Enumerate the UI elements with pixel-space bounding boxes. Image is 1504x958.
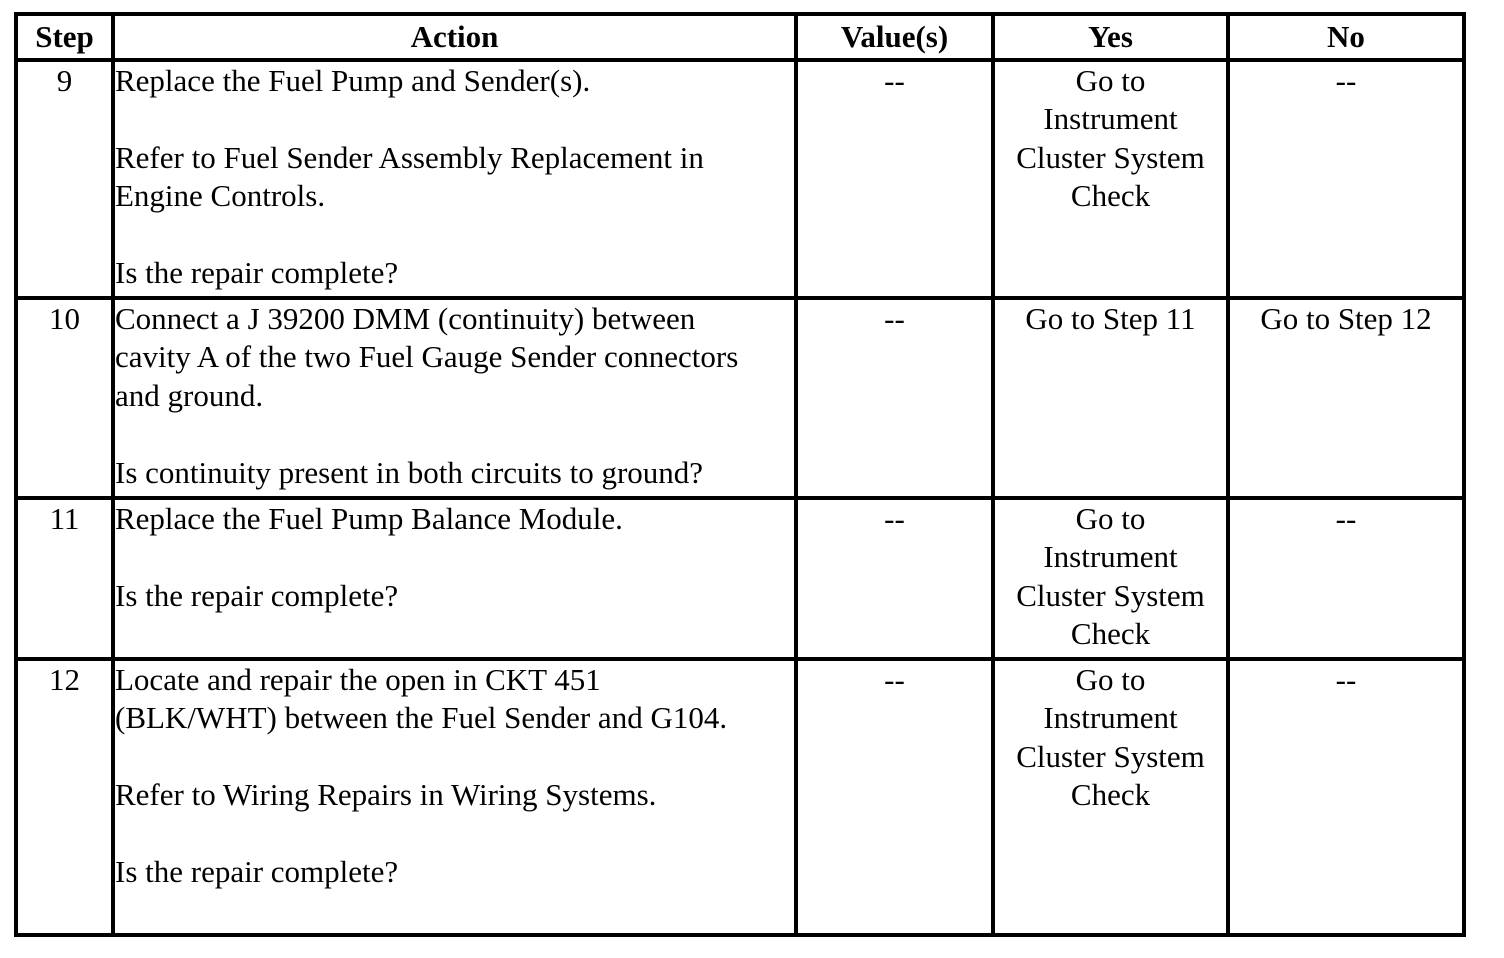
step-label: 10	[49, 301, 80, 336]
action-cell	[113, 60, 796, 298]
yes-link[interactable]: Go to Instrument Cluster System Check	[1016, 63, 1205, 214]
header-no: No	[1228, 14, 1464, 60]
step-label: 12	[49, 662, 80, 697]
step-label: 11	[49, 501, 80, 536]
value-cell	[796, 498, 993, 659]
yes-link[interactable]: Go to Instrument Cluster System Check	[1016, 501, 1205, 652]
table-row	[16, 298, 1464, 498]
action-paragraph: Connect a J 39200 DMM (continuity) between cavity A of the two Fuel Gauge Sender connectors and ground.	[115, 301, 739, 413]
header-yes: Yes	[993, 14, 1228, 60]
no-text: --	[1335, 63, 1357, 98]
action-question: Is continuity present in both circuits to ground?	[115, 454, 704, 490]
step-number	[16, 60, 113, 298]
header-row	[16, 14, 1464, 60]
action-paragraph: Refer to Wiring Repairs in Wiring Systems.	[115, 777, 657, 813]
step-number	[16, 659, 113, 935]
action-question: Is the repair complete?	[115, 577, 399, 613]
action-paragraph: Replace the Fuel Pump Balance Module.	[115, 501, 623, 536]
yes-link[interactable]: Go to Step 11	[1025, 301, 1196, 336]
step-number	[16, 498, 113, 659]
action-cell	[113, 298, 796, 498]
value-text: --	[884, 301, 905, 336]
value-text: --	[884, 501, 905, 536]
value-text: --	[884, 662, 905, 697]
value-cell	[796, 298, 993, 498]
action-cell	[113, 498, 796, 659]
yes-cell	[993, 659, 1228, 935]
yes-cell	[993, 298, 1228, 498]
value-cell	[796, 60, 993, 298]
table-row	[16, 659, 1464, 935]
header-action: Action	[113, 14, 796, 60]
yes-cell	[993, 498, 1228, 659]
action-question: Is the repair complete?	[115, 255, 399, 290]
action-cell	[113, 659, 796, 935]
no-link[interactable]: Go to Step 12	[1260, 301, 1432, 336]
header-step: Step	[16, 14, 113, 60]
table-row	[16, 60, 1464, 298]
yes-cell	[993, 60, 1228, 298]
action-paragraph: Refer to Fuel Sender Assembly Replacement in Engine Controls.	[115, 139, 704, 214]
table-row	[16, 498, 1464, 659]
value-text: --	[884, 63, 905, 98]
header-values: Value(s)	[796, 14, 993, 60]
no-text: --	[1335, 501, 1357, 536]
value-cell	[796, 659, 993, 935]
no-cell	[1228, 498, 1464, 659]
action-question: Is the repair complete?	[115, 854, 399, 889]
no-text: --	[1335, 662, 1357, 697]
action-paragraph: Replace the Fuel Pump and Sender(s).	[115, 63, 591, 98]
diagnostic-table	[14, 12, 1466, 937]
no-cell	[1228, 659, 1464, 935]
action-paragraph: Locate and repair the open in CKT 451 (BLK/WHT) between the Fuel Sender and G104.	[115, 662, 728, 736]
step-number	[16, 298, 113, 498]
no-cell	[1228, 298, 1464, 498]
no-cell	[1228, 60, 1464, 298]
yes-link[interactable]: Go to Instrument Cluster System Check	[1016, 662, 1205, 813]
step-label: 9	[56, 63, 73, 98]
